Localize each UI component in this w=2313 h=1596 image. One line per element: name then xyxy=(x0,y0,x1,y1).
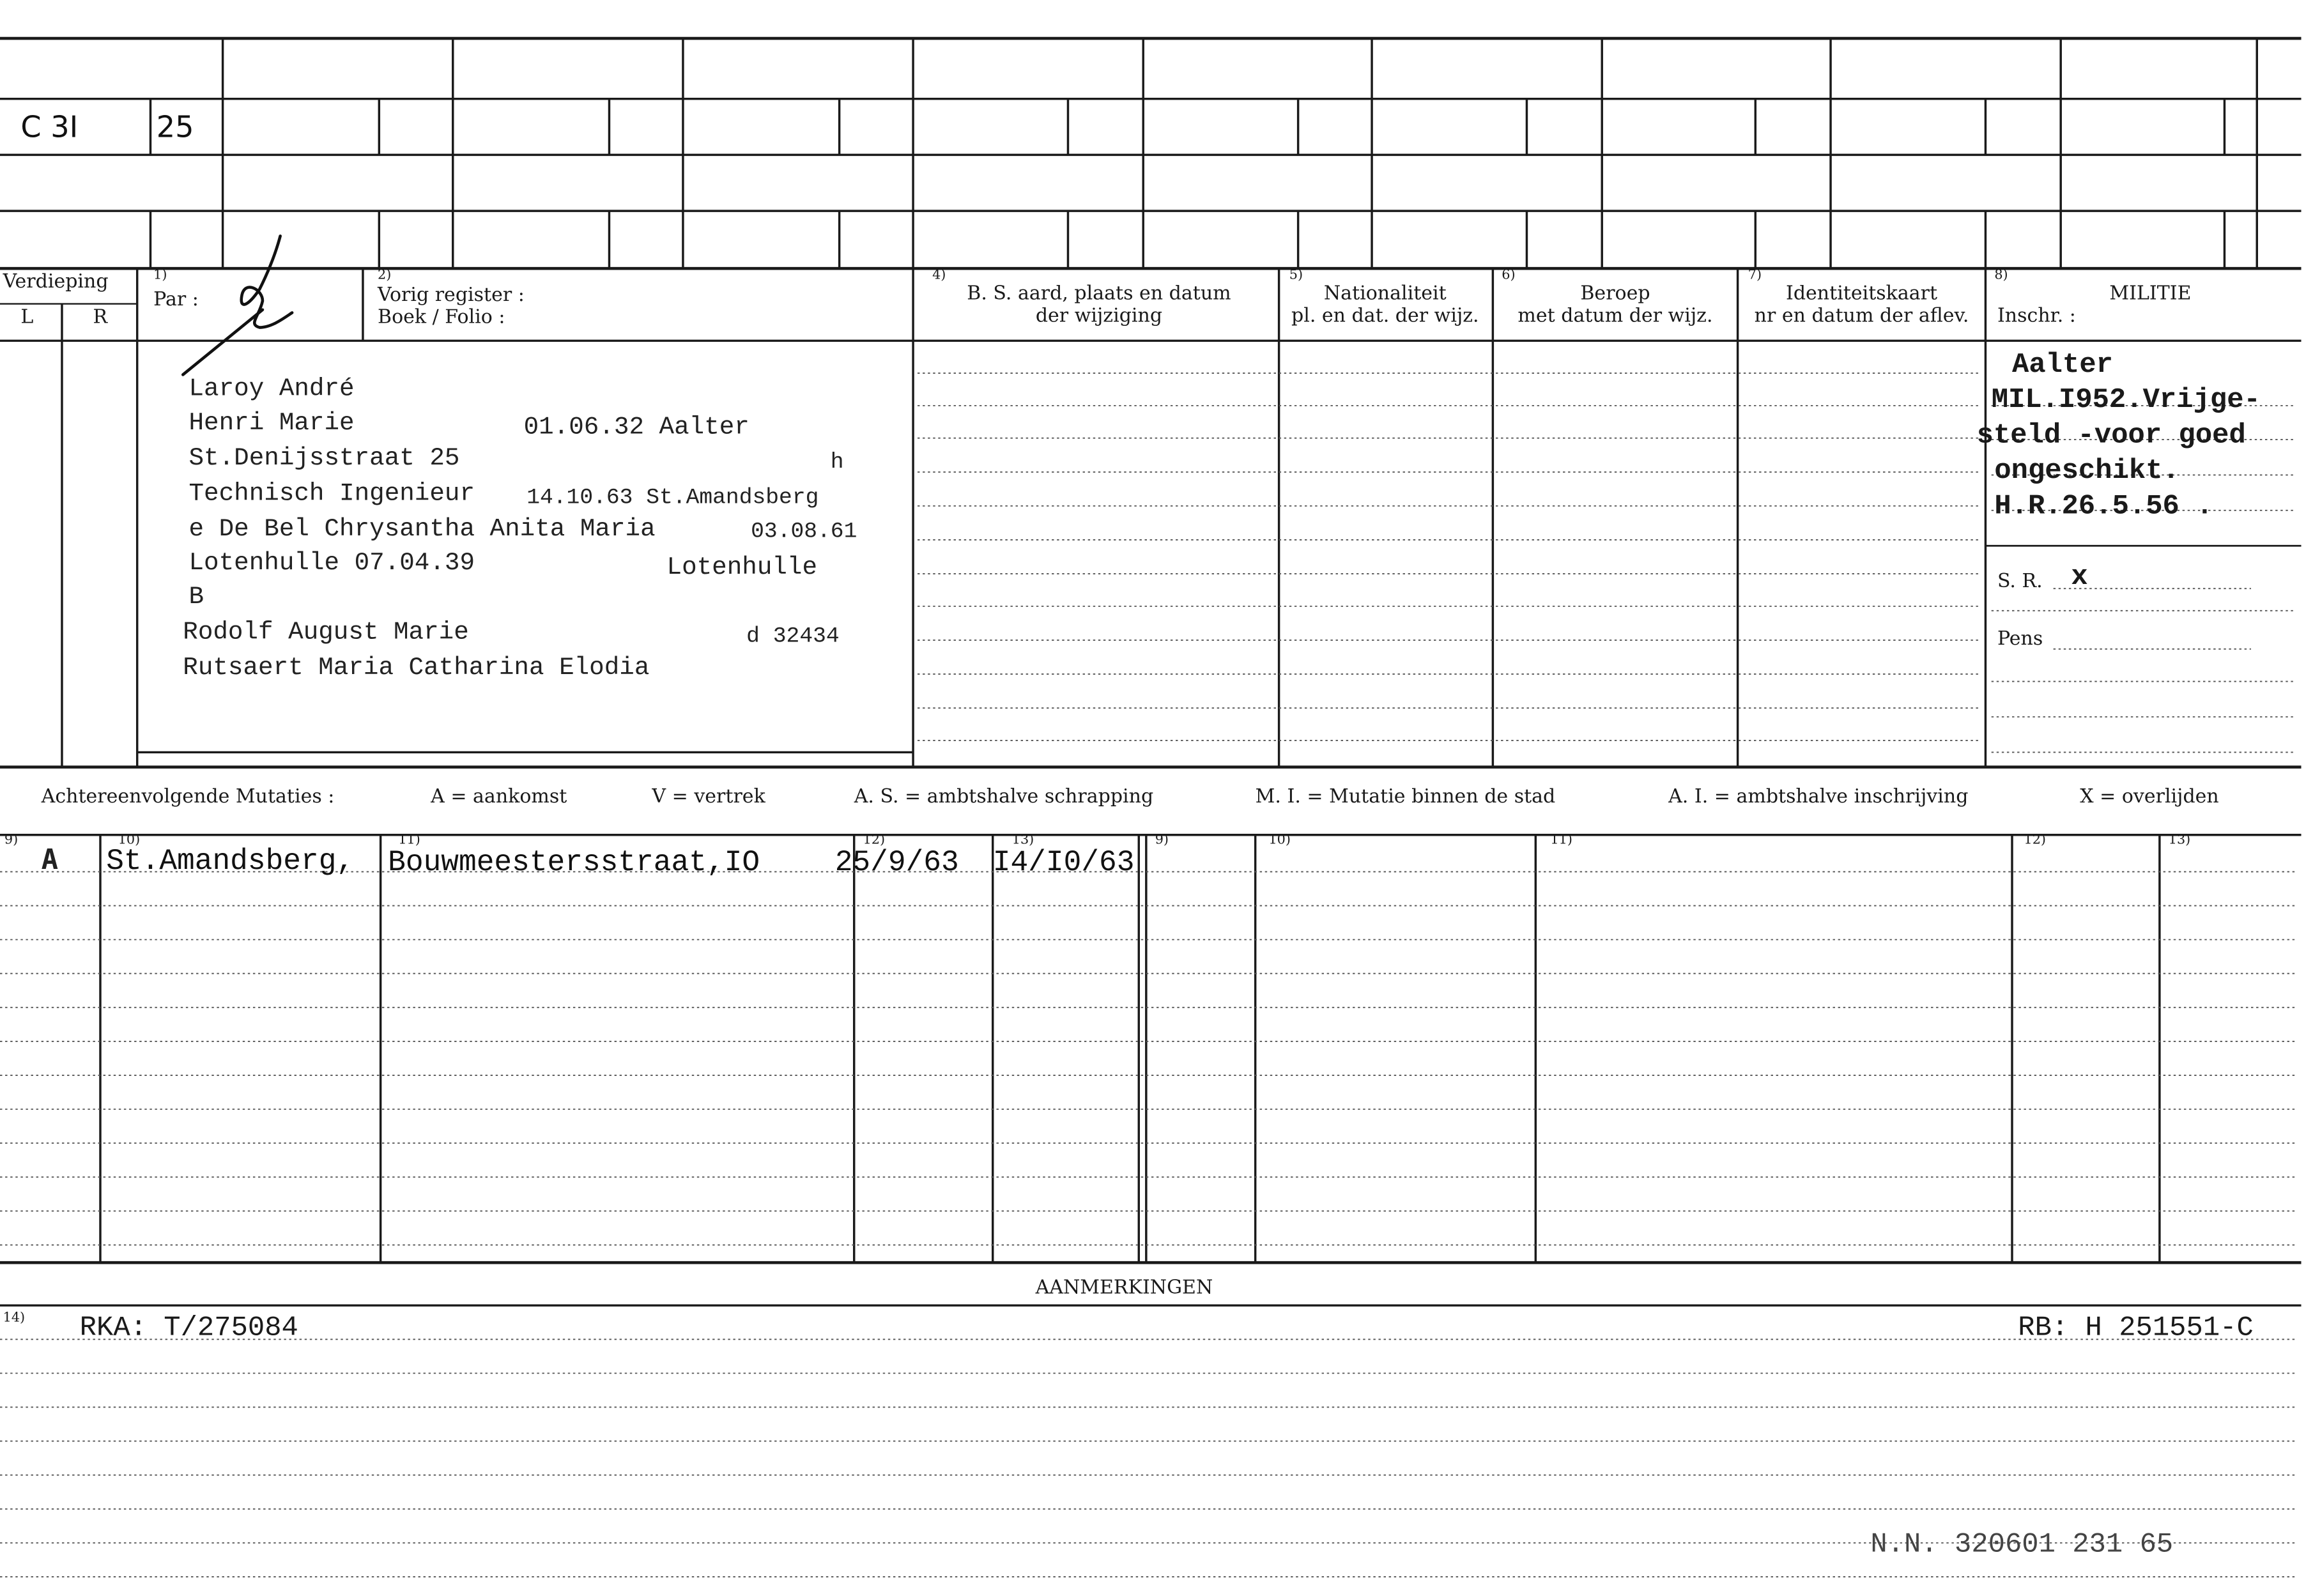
mut-col-num-9a: 9) xyxy=(4,833,19,848)
field-number-2: 2) xyxy=(378,268,392,284)
person-birth: 01.06.32 Aalter xyxy=(523,414,749,443)
header-col-r: R xyxy=(93,307,108,329)
nat-header-line2: pl. en dat. der wijz. xyxy=(1291,305,1479,328)
beroep-header-line1: Beroep xyxy=(1580,283,1650,305)
mut-col-num-11b: 11) xyxy=(1550,833,1572,848)
card-code: C 3I xyxy=(20,109,79,145)
par-label: Par : xyxy=(153,289,199,312)
legend-ai: A. I. = ambtshalve inschrijving xyxy=(1668,786,1969,809)
bs-header-line1: B. S. aard, plaats en datum xyxy=(967,283,1231,305)
militie-line5: H.R.26.5.56 . xyxy=(1994,489,2213,523)
mutation-date-arrival: 25/9/63 xyxy=(834,847,959,881)
mut-col-num-12b: 12) xyxy=(2024,833,2047,848)
mutation-street: Bouwmeestersstraat,IO xyxy=(388,847,760,881)
person-surname: Laroy André xyxy=(188,376,355,404)
mut-col-num-10b: 10) xyxy=(1268,833,1291,848)
legend-as: A. S. = ambtshalve schrapping xyxy=(854,786,1154,809)
legend-x: X = overlijden xyxy=(2080,786,2219,809)
person-spouse-birth: Lotenhulle 07.04.39 xyxy=(188,550,475,578)
person-nationality-code: B xyxy=(188,584,204,613)
mutation-date-registered: I4/I0/63 xyxy=(992,847,1135,881)
field-number-6: 6) xyxy=(1502,268,1516,284)
field-number-8: 8) xyxy=(1994,268,2008,284)
id-header-line2: nr en datum der aflev. xyxy=(1754,305,1969,328)
inschr-label: Inschr. : xyxy=(1997,305,2076,328)
par-signature-mark xyxy=(183,236,292,374)
card-number: 25 xyxy=(156,109,194,145)
mut-col-num-12a: 12) xyxy=(863,833,886,848)
mutation-place: St.Amandsberg, xyxy=(106,845,355,879)
field-number-7: 7) xyxy=(1748,268,1762,284)
person-spouse: e De Bel Chrysantha Anita Maria xyxy=(188,516,656,544)
sr-value: x xyxy=(2071,560,2088,594)
person-marriage-date: 03.08.61 xyxy=(751,519,857,544)
person-father: Rodolf August Marie xyxy=(183,619,469,648)
mut-col-num-13b: 13) xyxy=(2168,833,2191,848)
mut-col-num-10a: 10) xyxy=(118,833,141,848)
legend-v: V = vertrek xyxy=(652,786,765,809)
bs-header-line2: der wijziging xyxy=(1035,305,1163,328)
field-number-4: 4) xyxy=(932,268,946,284)
boek-folio-label: Boek / Folio : xyxy=(378,307,505,329)
militie-line4: ongeschikt. xyxy=(1994,454,2179,487)
mut-col-num-9b: 9) xyxy=(1155,833,1169,848)
sr-label: S. R. xyxy=(1997,571,2043,594)
militie-line3: steld -voor goed xyxy=(1976,418,2246,452)
remarks-nn: N.N. 320601 231 65 xyxy=(1870,1528,2174,1561)
remarks-rka: RKA: T/275084 xyxy=(79,1311,298,1344)
beroep-header-line2: met datum der wijz. xyxy=(1518,305,1713,328)
militie-header: MILITIE xyxy=(2109,283,2192,305)
mut-col-num-13a: 13) xyxy=(1011,833,1034,848)
person-father-number: d 32434 xyxy=(746,624,840,649)
remarks-title: AANMERKINGEN xyxy=(1035,1277,1213,1300)
person-profession: Technisch Ingenieur xyxy=(188,480,475,509)
person-mother: Rutsaert Maria Catharina Elodia xyxy=(183,655,650,683)
legend-mi: M. I. = Mutatie binnen de stad xyxy=(1255,786,1556,809)
vorig-register-label: Vorig register : xyxy=(378,284,525,307)
mutation-type: A xyxy=(41,843,59,877)
header-verdieping: Verdieping xyxy=(3,271,109,294)
nat-header-line1: Nationaliteit xyxy=(1323,283,1447,305)
person-address-mark: h xyxy=(830,450,844,475)
person-given-names: Henri Marie xyxy=(188,410,355,438)
legend-a: A = aankomst xyxy=(431,786,567,809)
header-col-l: L xyxy=(20,307,34,329)
legend-title: Achtereenvolgende Mutaties : xyxy=(41,786,335,809)
id-header-line1: Identiteitskaart xyxy=(1785,283,1938,305)
remarks-rb: RB: H 251551-C xyxy=(2018,1311,2254,1344)
person-spouse-place: Lotenhulle xyxy=(666,555,818,583)
militie-line2: MIL.I952.Vrijge- xyxy=(1991,383,2261,417)
mut-col-num-11a: 11) xyxy=(398,833,420,848)
field-number-1: 1) xyxy=(153,268,167,284)
militie-place: Aalter xyxy=(2012,348,2113,381)
person-address: St.Denijsstraat 25 xyxy=(188,445,460,474)
field-number-14: 14) xyxy=(3,1311,26,1326)
field-number-5: 5) xyxy=(1289,268,1303,284)
pens-label: Pens xyxy=(1997,628,2043,651)
person-profession-date: 14.10.63 St.Amandsberg xyxy=(526,485,819,510)
